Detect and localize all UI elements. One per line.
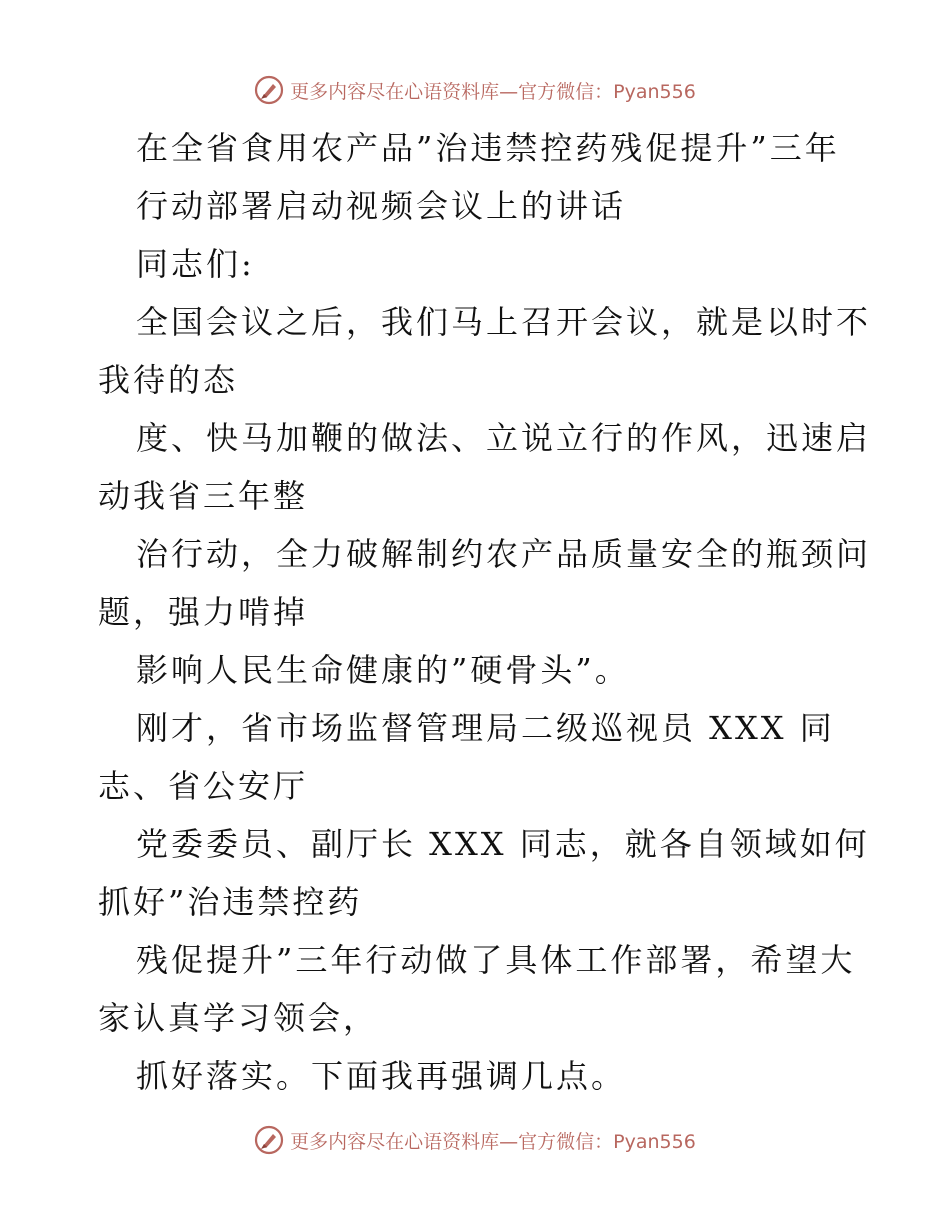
paragraph-line: 党委委员、副厅长 XXX 同志，就各自领域如何 <box>136 825 870 863</box>
title-line-2: 行动部署启动视频会议上的讲话 <box>136 187 627 225</box>
paragraph-line: 家认真学习领会， <box>98 999 379 1037</box>
salutation: 同志们: <box>136 245 255 283</box>
paragraph-line: 我待的态 <box>98 361 239 399</box>
paragraph-line: 刚才，省市场监督管理局二级巡视员 XXX 同 <box>136 709 835 747</box>
pen-nib-logo-icon <box>254 75 284 105</box>
title-line-1: 在全省食用农产品”治违禁控药残促提升”三年 <box>136 129 840 167</box>
paragraph-line: 影响人民生命健康的”硬骨头”。 <box>136 651 630 689</box>
banner-text: 更多内容尽在心语资料库—官方微信：Pyan556 <box>290 80 696 103</box>
paragraph-line: 动我省三年整 <box>98 477 309 515</box>
header-banner <box>0 70 950 110</box>
pen-nib-logo-icon <box>254 1125 284 1155</box>
paragraph-line: 残促提升”三年行动做了具体工作部署，希望大 <box>136 941 856 979</box>
paragraph-line: 题，强力啃掉 <box>98 593 309 631</box>
footer-banner <box>0 1120 950 1160</box>
paragraph-line: 抓好落实。下面我再强调几点。 <box>136 1057 627 1095</box>
paragraph-line: 志、省公安厅 <box>98 767 309 805</box>
paragraph-line: 治行动，全力破解制约农产品质量安全的瓶颈问 <box>136 535 872 573</box>
banner-text: 更多内容尽在心语资料库—官方微信：Pyan556 <box>290 1130 696 1153</box>
paragraph-line: 抓好”治违禁控药 <box>98 883 363 921</box>
paragraph-line: 度、快马加鞭的做法、立说立行的作风，迅速启 <box>136 419 872 457</box>
paragraph-line: 全国会议之后，我们马上召开会议，就是以时不 <box>136 303 872 341</box>
